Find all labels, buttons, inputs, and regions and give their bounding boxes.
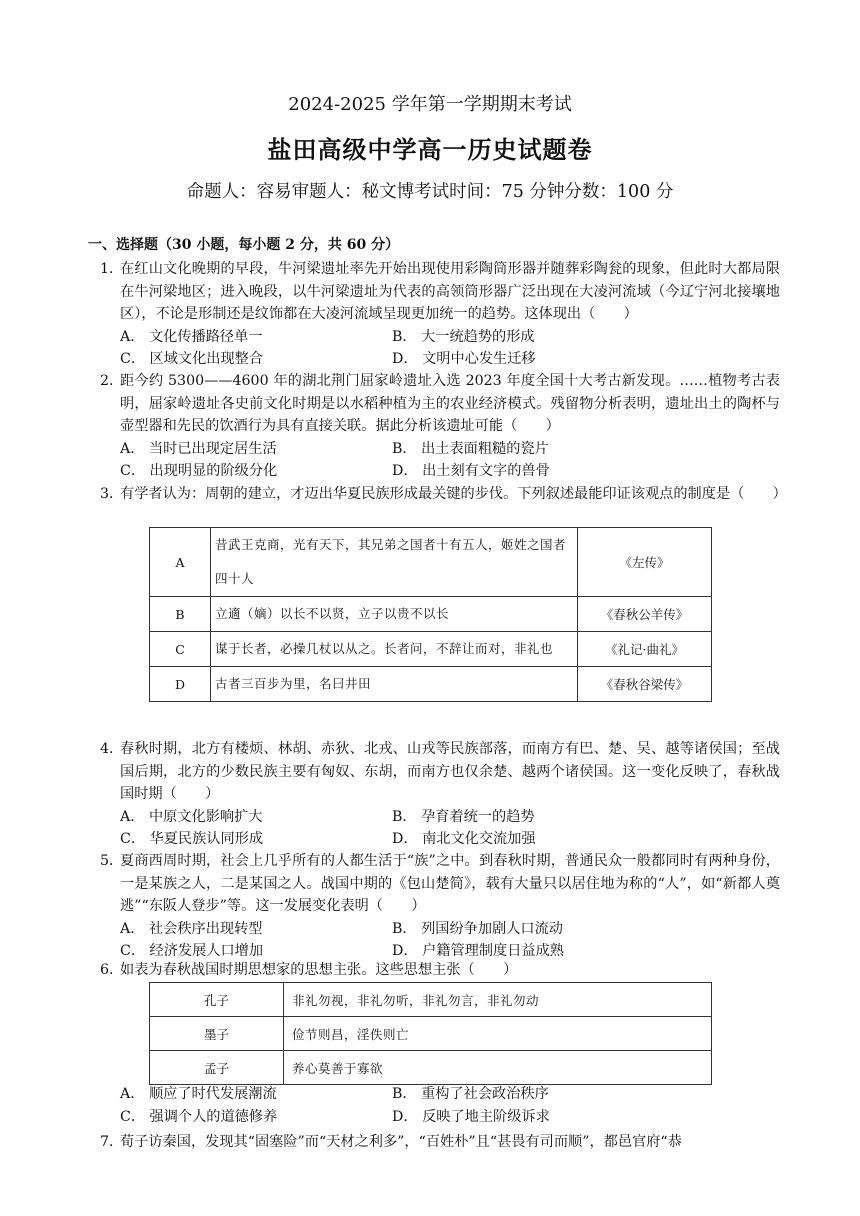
- question-text: 夏商西周时期，社会上几乎所有的人都生活于“族”之中。到春秋时期，普通民众一般都同时有两种身份，一是某族之人，二是某国之人。战国中期的《包山楚简》，载有大量只以居住地为称的“人”，如“新都人奠逃”“东阪人登步”等。这一发展变化表明（ ）: [120, 853, 780, 915]
- table-row: [150, 983, 712, 1017]
- row-source: 《礼记·曲礼》: [578, 632, 712, 667]
- row-quote: 古者三百步为里，名曰井田: [211, 667, 578, 702]
- question-6-table: [149, 982, 712, 1085]
- option-b: B． 大一统趋势的形成: [392, 328, 535, 345]
- question-number: 1．: [100, 261, 124, 277]
- question-1: [100, 258, 780, 371]
- option-d: D． 南北文化交流加强: [392, 831, 536, 848]
- question-number: 5．: [100, 853, 124, 869]
- question-text: 在红山文化晚期的早段，牛河梁遗址率先开始出现使用彩陶筒形器并随葬彩陶瓮的现象，但此时大都局限在牛河梁地区；进入晚段，以牛河梁遗址为代表的高领筒形器广泛出现在大凌河流域（今辽宁河北接壤地区），不论是形制还是纹饰都在大凌河流域呈现更加统一的趋势。这体现出（ ）: [120, 261, 780, 323]
- options: [120, 326, 780, 371]
- row-quote: 立適（嫡）以长不以贤，立子以贵不以长: [211, 597, 578, 632]
- option-c: C． 强调个人的道德修养: [120, 1108, 278, 1125]
- table-row: [150, 632, 712, 667]
- thinker-name: 孟子: [150, 1051, 284, 1085]
- table-row: [150, 667, 712, 702]
- option-a: A． 文化传播路径单一: [120, 328, 263, 345]
- table-row: [150, 1017, 712, 1051]
- option-d: D． 反映了地主阶级诉求: [392, 1108, 550, 1125]
- thinker-name: 孔子: [150, 983, 284, 1017]
- option-b: B． 出土表面粗糙的瓷片: [392, 440, 549, 457]
- question-3-table: [149, 527, 712, 702]
- row-key: A: [150, 528, 211, 597]
- option-a: A． 社会秩序出现转型: [120, 920, 263, 937]
- question-6: [100, 959, 780, 982]
- row-quote: 昔武王克商，光有天下，其兄弟之国者十有五人，姬姓之国者四十人: [211, 528, 578, 597]
- option-d: D． 出土刻有文字的兽骨: [392, 463, 550, 480]
- section-heading: 一、选择题（30 小题，每小题 2 分，共 60 分）: [88, 237, 400, 253]
- question-3: [100, 483, 787, 506]
- option-c: C． 华夏民族认同形成: [120, 831, 264, 848]
- question-text: 如表为春秋战国时期思想家的思想主张。这些思想主张（ ）: [120, 962, 518, 978]
- row-key: B: [150, 597, 211, 632]
- row-source: 《左传》: [578, 528, 712, 597]
- row-key: C: [150, 632, 211, 667]
- question-7: [100, 1131, 780, 1154]
- option-c: C． 经济发展人口增加: [120, 943, 264, 960]
- question-number: 3．: [100, 486, 124, 502]
- question-4: [100, 738, 780, 851]
- question-text: 距今约 5300——4600 年的湖北荆门屈家岭遗址入选 2023 年度全国十大考古新发现。……植物考古表明，屈家岭遗址各史前文化时期是以水稻种植为主的农业经济模式。残留物分析表明，遗址出土的陶杯与壶型器和先民的饮酒行为具有直接关联。据此分析该遗址可能（ ）: [120, 373, 780, 435]
- row-key: D: [150, 667, 211, 702]
- row-quote: 谋于长者，必操几杖以从之。长者问，不辞让而对，非礼也: [211, 632, 578, 667]
- option-b: B． 孕育着统一的趋势: [392, 808, 535, 825]
- option-b: B． 列国纷争加剧人口流动: [392, 920, 563, 937]
- thinker-name: 墨子: [150, 1017, 284, 1051]
- option-a: A． 顺应了时代发展潮流: [120, 1086, 277, 1102]
- option-a: A． 当时已出现定居生活: [120, 440, 277, 457]
- options: [120, 806, 780, 851]
- question-text: 荀子访秦国，发现其“固塞险”而“天材之利多”，“百姓朴”且“甚畏有司而顺”，都邑官府“恭: [120, 1134, 682, 1150]
- row-source: 《春秋公羊传》: [578, 597, 712, 632]
- question-number: 7．: [100, 1134, 124, 1150]
- thinker-idea: 非礼勿视，非礼勿听，非礼勿言，非礼勿动: [284, 983, 712, 1017]
- question-text: 春秋时期，北方有楼烦、林胡、赤狄、北戎、山戎等民族部落，而南方有巴、楚、吴、越等诸侯国；至战国后期，北方的少数民族主要有匈奴、东胡，而南方也仅余楚、越两个诸侯国。这一变化反映了，春秋战国时期（ ）: [120, 741, 780, 803]
- table-row: [150, 597, 712, 632]
- option-d: D． 文明中心发生迁移: [392, 351, 536, 368]
- options: [120, 918, 780, 963]
- question-6-options: [100, 1083, 780, 1128]
- question-number: 6．: [100, 962, 124, 978]
- options: [120, 1083, 780, 1128]
- options: [120, 438, 780, 483]
- thinker-idea: 俭节则昌，淫佚则亡: [284, 1017, 712, 1051]
- option-b: B． 重构了社会政治秩序: [392, 1086, 549, 1102]
- question-5: [100, 850, 780, 963]
- row-source: 《春秋谷梁传》: [578, 667, 712, 702]
- option-c: C． 出现明显的阶级分化: [120, 463, 278, 480]
- table-row: [150, 528, 712, 597]
- option-d: D． 户籍管理制度日益成熟: [392, 943, 564, 960]
- question-number: 2．: [100, 373, 124, 389]
- exam-title: 盐田高级中学高一历史试题卷: [267, 135, 593, 164]
- exam-meta: 命题人：容易审题人：秘文博考试时间：75 分钟分数：100 分: [186, 182, 674, 202]
- question-text: 有学者认为：周朝的建立，才迈出华夏民族形成最关键的步伐。下列叙述最能印证该观点的制度是（ ）: [120, 486, 787, 502]
- option-c: C． 区域文化出现整合: [120, 351, 264, 368]
- question-2: [100, 370, 780, 483]
- question-number: 4．: [100, 741, 124, 757]
- option-a: A． 中原文化影响扩大: [120, 808, 263, 825]
- table-row: [150, 1051, 712, 1085]
- thinker-idea: 养心莫善于寡欲: [284, 1051, 712, 1085]
- exam-term: 2024-2025 学年第一学期期末考试: [288, 94, 572, 115]
